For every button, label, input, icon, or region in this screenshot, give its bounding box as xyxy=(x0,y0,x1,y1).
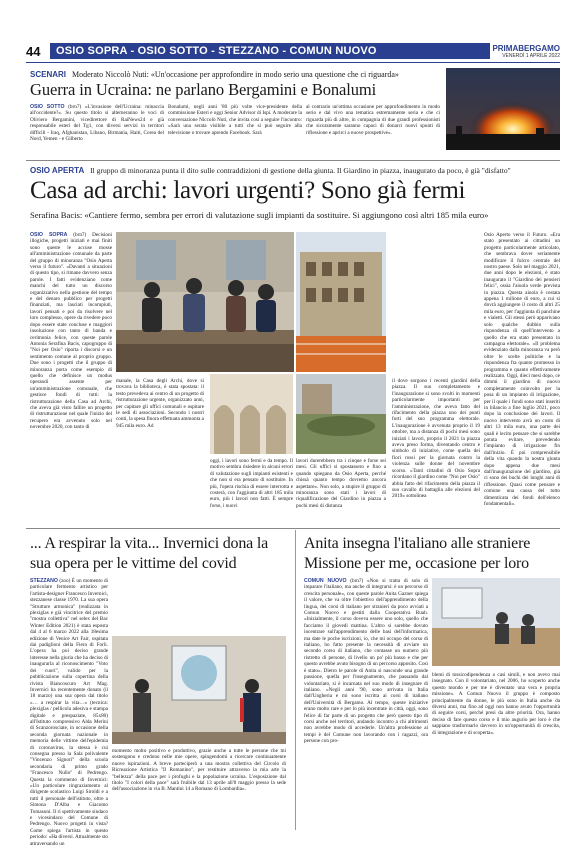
fire-photo xyxy=(446,68,560,150)
article2-tag: OSIO SOPRA xyxy=(30,232,68,238)
divider-2 xyxy=(26,528,560,529)
article2-kicker-text: Il gruppo di minoranza punta il dito sulle contraddizioni di gestione della giunta. Il Giardino in piazza, inaugurato da poco, è già "disfatto" xyxy=(90,166,511,175)
article2-kicker: OSIO APERTA xyxy=(30,166,85,175)
article4-headline: Anita insegna l'italiano alle straniere Missione per me, occasione per loro xyxy=(304,535,531,572)
article2-headline: Casa ad archi: lavori urgenti? Sono già fermi xyxy=(30,177,466,204)
article2-col5: il dove sorgono i recenti giardini della piazza. Il suo completamento e l'inaugurazione si sono svolti in momenti particolarmente importanti per l'amministrazione, che aveva fatto del rifacimento della piazza uno dei punti forti del suo programma elettorale. L'inaugurazione è avvenuta proprio il 19 ottobre, ma a distanza di pochi mesi sono iniziati i lavori, proprio il 2021 la piazza aveva preso forma, diventando centro e simbolo di iniziative, come quella dei fiori rossi per la giornata contro la violenza sulle donne del novembre scorso. «Tanti cittadini di Osio Sopra ricordano il giardino come "Noi per Osio" abbia fatto del rifacimento della piazza il suo cavallo di battaglia alle elezioni del 2019» sottolinea xyxy=(392,378,480,500)
article1-headline: Guerra in Ucraina: ne parlano Bergamini e Bonalumi xyxy=(30,80,377,99)
article1-col1-text: «L'invasione dell'Ucraina: minaccia all'occidente?». Su questo titolo si alterneranno le voci di Oliviero Bergamini, vicedirettore di RaiNews24 e già responsabile esteri del Tg1, con diversi servizi in territori difficili - Iraq, Afghanistan, Libano, Birmania, Haiti, Corea del Nord, Yemen - e Gilberto xyxy=(30,104,165,143)
issue-date: VENERDÌ 1 APRILE 2022 xyxy=(502,52,560,59)
invernici-photo xyxy=(112,636,286,744)
top-rule xyxy=(26,62,560,63)
divider-1 xyxy=(26,160,560,161)
article2-col3: oggi, i lavori sono fermi e da tempo. Il motivo sembra risiedere in alcuni errori di valutazione sugli impianti esistenti e che non si era pensato di sostituire. In più, l'opera rischia di essere interrotta e costerà, con l'aggiunta di altri 185 mila euro, più i lavori non fatti. È sempre forse, i nuovi xyxy=(210,458,293,509)
classroom-photo-1 xyxy=(432,578,560,666)
brand-logo: PRIMABERGAMO xyxy=(492,43,560,53)
article2-col1-text: Decisioni illogiche, progetti iniziati e mai finiti sono queste le accuse mosse all'amministrazione comunale da parte del gruppo di minoranza "Osio Aperta verso il futuro". «Davanti a situazioni di questo tipo, si rimane davvero senza parole. I fatti evidenziano come manchi del tutto un discorso organizzativo nella gestione del tempo e del denaro pubblico per progetti finanziati, ma lasciati incompiuti, lavori pensati e poi da risolvere nel loro complesso, opere da rivedere poco dopo essere state concluse e maggiori insoluzione con tanto di banda e cerimonia felice, con queste parole Antonia Serafina Bacis, capogruppo di "Noi per Osio" riporta i discorsi e un sentimento comune al proprio gruppo. Due sono i progetti che il gruppo di minoranza porta come esempio di quello che definisce un modus operandi assente per un'amministrazione comunale, che gestisce fondi di tutti: la ristrutturazione della Casa ad Archi, che aveva già visto fallire un progetto di ristrutturazione nel quale l'inizio del recupero era avvenuto solo nel novembre 2020, con tanto di xyxy=(30,232,112,431)
article4-col1 xyxy=(304,578,428,745)
article3-tag: STEZZANO xyxy=(30,578,58,584)
article1-col3: al contrario un'ottima occasione per approfondimento in modo serio e dal vivo una tematica estremamente seria e che ci riguarda più di altre, in compagnia di due grandi professionisti che sicuramente saranno capaci di donarci nuovi spunti di riflessione e aprirci a nuove prospettive». xyxy=(306,104,440,136)
article2-kicker-line xyxy=(30,166,560,175)
article1-kicker: SCENARI xyxy=(30,70,67,79)
article2-col2: manale, la Casa degli Archi, dove si trovava la biblioteca, è stata spostata: il testo prevedeva ai centro di un progetto di ristrutturazione urgente, organizzato anni, per capitare gli uffici comunali e ospitare le sedi di associazioni. Secondo i nostri conti, la spesa finora effettuata ammonta a 945 mila euro. Ad xyxy=(116,378,204,429)
article3-col1-text: È un momento di particolare fermento artistico per l'artista-designer Francesco Invernici, stezzanese classe 1970. La sua opera "Strutture armonica" (realizzata in plexiglas e già vincitrice del premio "mostra collettiva" nel selex del Bac Winter Edition 2021) è stata esposta dal 4 al 6 marzo 2022 alla 18esima edizione di Venice Art Fair, ospitata dai padiglioni della Fiera di Forlì. L'opera ha poi deciso grande interesse nella giuria che ha deciso di inaugurarla al riconoscimento "Voto dei cuori", valido per la pubblicazione sulla copertina della rivista Biancoscuro Art Mag. Invernici ha recentemente donato (il 18 marzo) una sua opera dal titolo «… a respirar la vita…» (tecnica: plexiglas / pellicola adesiva e stampa digitale e prespaziate, 85x80) all'Istituto comprensivo Alda Merini di Scanzorosciate, in occasione della seconda giornata nazionale in memoria delle vittime dell'epidemia di coronavirus, la stessa è cui consegna presso la Sala polivalente "Vincenzo Signori" della scuola secondaria di primo grado "Francesco Nullo" di Pedrengo. Questa la commento di Invernici: «Un particolare ringraziamento al dirigente scolastico Luigi Siroldi e a tutti il personale dell'istituto, oltre a Simona D'Alba e Giacomo Tomasoni. Il ri spettivamente sindaco e vicesindaco del Comune di Pedrengo. Nuovo progetti in vista? Come spiega l'artista in questo periodo: «Ha diversi. Attualmente sto attraversando un xyxy=(30,578,108,847)
column-rule xyxy=(295,530,296,830)
article1-kicker-text: Moderato Niccolò Nuti: «Un'occasione per approfondire in modo serio una questione che ci riguarda» xyxy=(72,70,399,79)
article3-headline: ... A respirar la vita... Invernici dona la sua opera per le vittime del covid xyxy=(30,535,268,572)
article4-col1-text: «Non si tratta di solo di imparare l'italiano, ma anche di integrarsi: è un percorso di crescita personale», con queste parole Anita Gazner spiega il valore, che va oltre l'obiettivo dell'apprendimento della lingua, dei corsi di italiano per stranieri da poco avviati a Comun Nuovo e gestiti dalla Cooperativa Ruah. «Inizialmente, il corso doveva essere uno solo, quello che facciamo il giovedì mattina. L'altro si sarebbe dovuto incentrare sull'apprendimento delle basi dell'informatica, ma date le poche iscrizioni, io, che mi occupo del corso di italiano, ho fatto presente la necessità di avviare un secondo corso di italiano, che contasse un numero più ristretto di persone, di livello un po' più basso e che per questo avrebbe avuto bisogno di un percorso apposito. Così è stato». Dietro le parole di Anita si nasconde una grande passione, quella per l'insegnamento, che passando dal volontariato, si è incarnata nel suo modo di insegnare di italiano. «Negli anni '90, sono arrivata in Italia dall'Ungheria e mi sono iscritta ai corsi di italiano dell'Università di Bergamo. Al tempo, queste iniziative erano molto rare e per lo più incentrate in città, oggi, sono felice di far parte di un progetto che però questo tipo di corsi anche nel territori, andando incontro a chi altrimenti non avrebbe modo di accederle. Un'altra professione ai tempi è del Comune non lavorando con i ragazzi, ora persone con pro- xyxy=(304,578,429,745)
article1-tag-code: (brn7) xyxy=(68,104,82,110)
article1-col2: Bonalumi, negli anni '80 più volte vice-presidente della commissione Esteri e oggi Senior Advisor di Ispi. A moderare la conversazione Niccolò Nuti, che invita così a seguire l'incontro: «Sarà una serata visibile a tutti che si può seguire alla televisione o trovare aprendo Facebook. Sarà xyxy=(168,104,302,136)
garden-photo xyxy=(296,374,386,454)
article2-tag-code: (brn7) xyxy=(73,232,87,238)
group-photo xyxy=(116,232,294,372)
page-number: 44 xyxy=(26,43,41,59)
article2-col1 xyxy=(30,232,112,431)
article1-tag: OSIO SOTTO xyxy=(30,104,65,110)
article4-col2: blemi di tossicodipendenza o casi simili, e non avevo mai insegnato. Con il volontariato, nel 2006, ho scoperto anche questo mondo e per me è diventato una vera e propria missione». A Comun Nuovo il gruppo è composto principalmente da donne, le più sono in Italia anche da diversi anni, ma fino ad oggi non hanno avuto l'opportunità di seguire corsi, perché presi da altre priorità. Ora, hanno deciso di fare questo corso e il mio augurio per loro è che sappiano trasformarlo davvero in un'opportunità di crescita, di integrazione e di scoperta». xyxy=(432,672,560,736)
article2-col4: lavori durerebbero tra i cinque e forse sei mesi. Gli uffici si spostassero e fino a quando spiegano da Osio Aperta, perché chissà quanto tempo dovremo ancora aspettare». Non solo, a stupire il gruppo di minoranza sono stati i lavori di riqualificazione del Giardino in piazza a pochi mesi di distanza xyxy=(296,458,386,509)
article2-col6: Osio Aperto verso il Futuro. «Era stato presentato ai cittadini un progetto particolarmente articolato, che sembrava dover seriamente modificare il fulcro centrale del nostro paese. Solo nel maggio 2021, due anni dopo le elezioni, è stato inaugurato il "Giardino dei pensieri felici", ossia l'aiuola verde prevista in piazza. Questa aiuola è costata appena 1 milione di euro, a cui si dovrà aggiungere il costo di altri 25 mila euro, per l'aggiunta di panchine e vialetti. Gli stessi però apparivano solo qualche dubbio sulla rispondenza di quell'intervento a quello che era stato presentato in campagna elettorale». «Il problema evidenziato dalla minoranza va però oltre le scelte politiche e la rispondenza fra quanto promesso in programma e quanto effettivamente realizzato. Oggi, dieci mesi dopo, ce dimmi il giardino di nuovo completamente coinvolto per la posa di un impianto di irrigazione, per il quale i fondi sono stati inseriti in bilancio a fine luglio 2021, poco dopo la conclusione dei lavori. Il nuovo intervento avrà un costo di altri 13 mila euro, una parte dei quali è lecito pensare che si sarebbe potuta evitare, prevedendo l'impianto di irrigazione fin dall'inizio. È poi comprensibile della vita quando la nostra giunta dopo appena due mesi dall'inaugurazione del giardino, già ci sono dei buchi dei lunghi anni di riflessione. Quasi come pensare e comune una causa del tutto dimenticata dei fondi dell'elenco fondamentali». xyxy=(484,232,560,508)
article2-deck: Serafina Bacis: «Cantiere fermo, sembra per errori di valutazione sugli impianti da sostituire. Si aggiungono così altri 185 mila euro» xyxy=(30,210,489,220)
article4-tag-code: (brn7) xyxy=(350,578,364,584)
article3-tag-code: (zoo) xyxy=(59,578,71,584)
article1-col1 xyxy=(30,104,164,142)
article3-col1 xyxy=(30,578,108,847)
article4-tag: COMUN NUOVO xyxy=(304,578,347,584)
article3-col2-text: momento molto positivo e produttivo, grazie anche a tutte le persone che mi sostengono e credono nelle mie opere, spingendomi a ricercare continuamente nuove ispirazioni. A breve parteciperò a una mostra collettiva del Circolo di Ricreazione Artistica "Il Romanino", per restituire attraverso la mia arte la "bellezza" della pace per i profughi e la popolazione ucraina. L'esposizione dal titolo "I colori della pace" sarà fruibile dal 13 aprile all'8 maggio presso la sede dell'associazione in via B. Mantini 14 a Romano di Lombardia». xyxy=(112,748,286,793)
masthead xyxy=(26,42,560,60)
brand xyxy=(490,44,560,59)
arches-photo xyxy=(210,374,293,454)
section-bar: OSIO SOPRA - OSIO SOTTO - STEZZANO - COMUN NUOVO xyxy=(50,43,490,59)
building-photo xyxy=(296,232,386,372)
